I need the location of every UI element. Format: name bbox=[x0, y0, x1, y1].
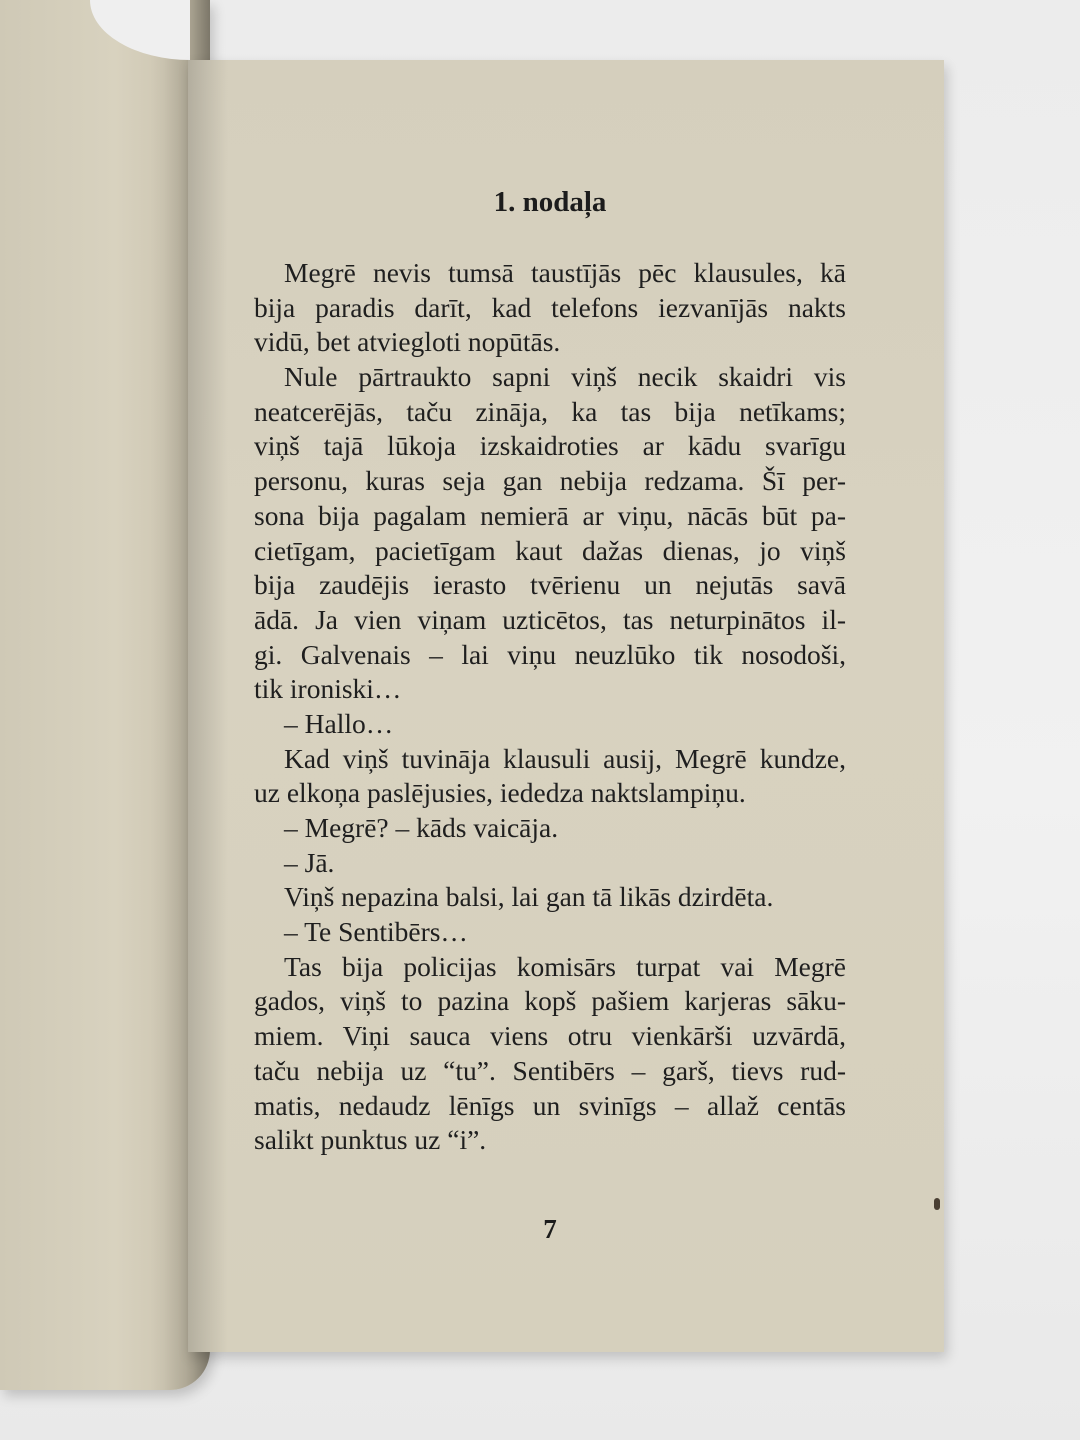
page-number: 7 bbox=[543, 1214, 557, 1244]
text-line: sona bija pagalam nemierā ar viņu, nācās būt pa- bbox=[254, 499, 846, 531]
text-line: gi. Galvenais – lai viņu neuzlūko tik nosodoši, bbox=[254, 638, 846, 670]
text-line: Nule pārtraukto sapni viņš necik skaidri vis bbox=[284, 361, 846, 393]
page-body-text bbox=[254, 256, 846, 1158]
text-line: tik ironiski… bbox=[254, 673, 402, 705]
text-line: – Megrē? – kāds vaicāja. bbox=[284, 812, 559, 843]
text-line: Tas bija policijas komisārs turpat vai Megrē bbox=[284, 950, 846, 982]
text-line: Viņš nepazina balsi, lai gan tā likās dzirdēta. bbox=[284, 881, 774, 913]
text-line: matis, nedaudz lēnīgs un svinīgs – allaž centās bbox=[254, 1089, 846, 1121]
text-line: ādā. Ja vien viņam uzticētos, tas neturpinātos il- bbox=[254, 603, 846, 635]
chapter-title: 1. nodaļa bbox=[493, 186, 607, 218]
text-line: uz elkoņa paslējusies, iededza naktslampiņu. bbox=[254, 777, 746, 809]
text-line: salikt punktus uz “i”. bbox=[254, 1124, 487, 1156]
text-line: taču nebija uz “tu”. Sentibērs – garš, tievs rud- bbox=[254, 1054, 846, 1086]
text-line: personu, kuras seja gan nebija redzama. Šī per- bbox=[254, 465, 846, 497]
text-line: bija zaudējis ierasto tvērienu un nejutās savā bbox=[254, 569, 846, 601]
text-line: neatcerējās, taču zināja, ka tas bija netīkams; bbox=[254, 395, 846, 427]
text-line: cietīgam, pacietīgam kaut dažas dienas, jo viņš bbox=[254, 534, 846, 566]
right-page-gutter-shadow bbox=[188, 60, 228, 1352]
text-line: – Te Sentibērs… bbox=[284, 916, 468, 948]
text-line: bija paradis darīt, kad telefons iezvanījās nakts bbox=[254, 291, 846, 323]
text-line: gados, viņš to pazina kopš pašiem karjeras sāku- bbox=[254, 985, 846, 1017]
paper-speck bbox=[934, 1198, 940, 1210]
text-line: Kad viņš tuvināja klausuli ausij, Megrē kundze, bbox=[284, 742, 846, 774]
text-line: Megrē nevis tumsā taustījās pēc klausules, kā bbox=[284, 257, 846, 288]
text-line: – Hallo… bbox=[284, 707, 394, 739]
text-line: vidū, bet atviegloti nopūtās. bbox=[254, 326, 561, 358]
text-line: miem. Viņi sauca viens otru vienkārši uzvārdā, bbox=[254, 1020, 846, 1052]
text-line: – Jā. bbox=[284, 846, 335, 878]
text-line: viņš tajā lūkoja izskaidroties ar kādu svarīgu bbox=[254, 430, 846, 462]
